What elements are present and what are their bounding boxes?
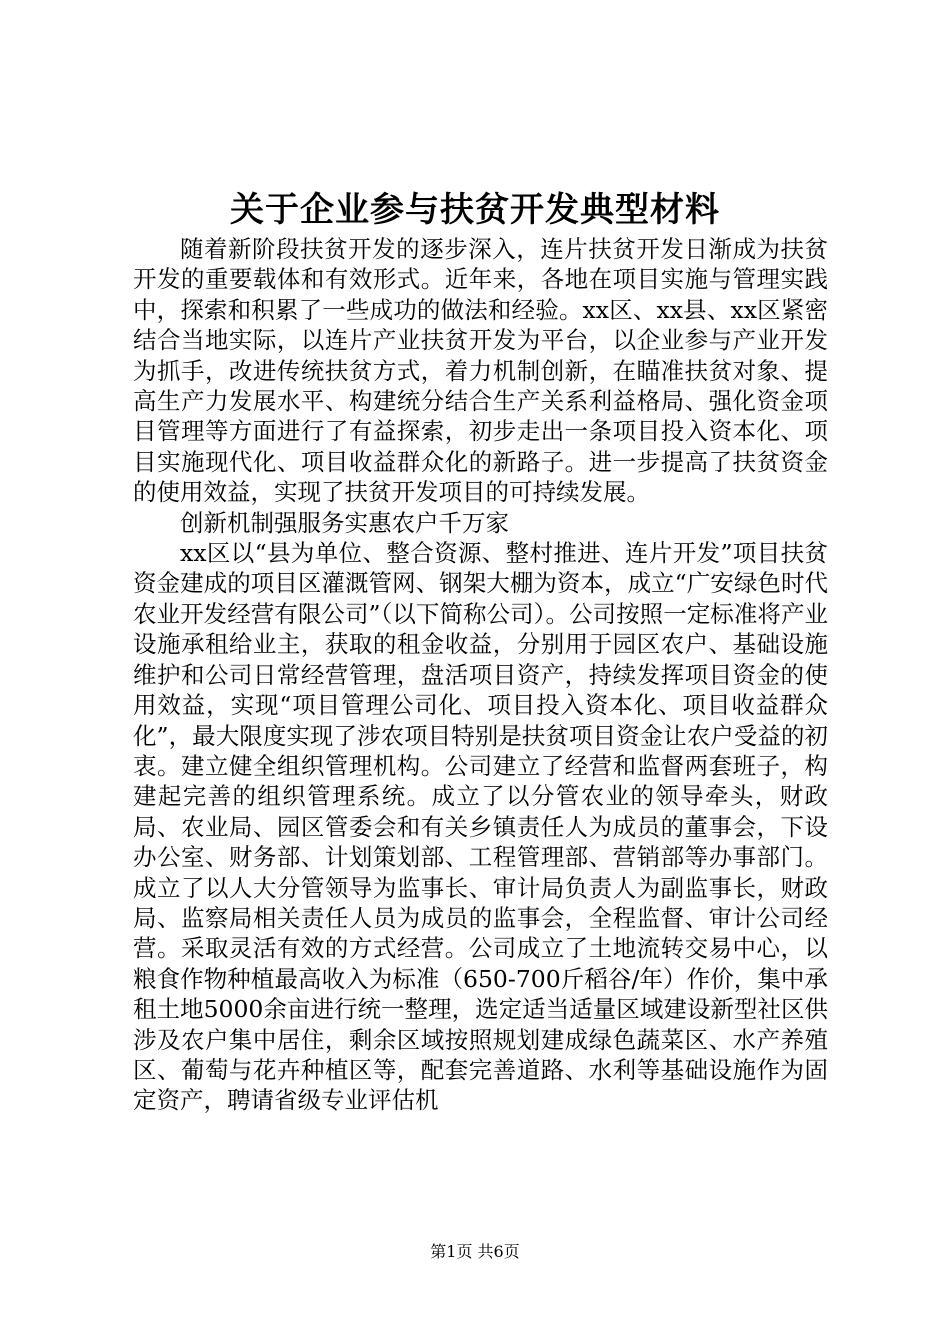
document-body: [133, 234, 828, 1116]
paragraph-section-body: xx区以“县为单位、整合资源、整村推进、连片开发”项目扶贫资金建成的项目区灌溉管网、钢架大棚为资本，成立“广安绿色时代农业开发经营有限公司”（以下简称公司）。公司按照一定标准将产业设施承租给业主，获取的租金收益，分别用于园区农户、基础设施维护和公司日常经营管理，盘活项目资产，持续发挥项目资金的使用效益，实现“项目管理公司化、项目投入资本化、项目收益群众化”，最大限度实现了涉农项目特别是扶贫项目资金让农户受益的初衷。建立健全组织管理机构。公司建立了经营和监督两套班子，构建起完善的组织管理系统。成立了以分管农业的领导牵头，财政局、农业局、园区管委会和有关乡镇责任人为成员的董事会，下设办公室、财务部、计划策划部、工程管理部、营销部等办事部门。成立了以人大分管领导为监事长、审计局负责人为副监事长，财政局、监察局相关责任人员为成员的监事会，全程监督、审计公司经营。采取灵活有效的方式经营。公司成立了土地流转交易中心，以粮食作物种植最高收入为标准（650-700斤稻谷/年）作价，集中承租土地5000余亩进行统一整理，选定适当适量区域建设新型社区供涉及农户集中居住，剩余区域按照规划建成绿色蔬菜区、水产养殖区、葡萄与花卉种植区等，配套完善道路、水利等基础设施作为固定资产，聘请省级专业评估机: [133, 539, 828, 1115]
paragraph-intro: 随着新阶段扶贫开发的逐步深入，连片扶贫开发日渐成为扶贫开发的重要载体和有效形式。近年来，各地在项目实施与管理实践中，探索和积累了一些成功的做法和经验。xx区、xx县、xx区紧密结合当地实际，以连片产业扶贫开发为平台，以企业参与产业开发为抓手，改进传统扶贫方式，着力机制创新，在瞄准扶贫对象、提高生产力发展水平、构建统分结合生产关系利益格局、强化资金项目管理等方面进行了有益探索，初步走出一条项目投入资本化、项目实施现代化、项目收益群众化的新路子。进一步提高了扶贫资金的使用效益，实现了扶贫开发项目的可持续发展。: [133, 235, 828, 507]
page-number-footer: 第1页 共6页: [430, 1242, 520, 1261]
section-heading: 创新机制强服务实惠农户千万家: [180, 508, 509, 537]
document-title: 关于企业参与扶贫开发典型材料: [230, 190, 720, 230]
